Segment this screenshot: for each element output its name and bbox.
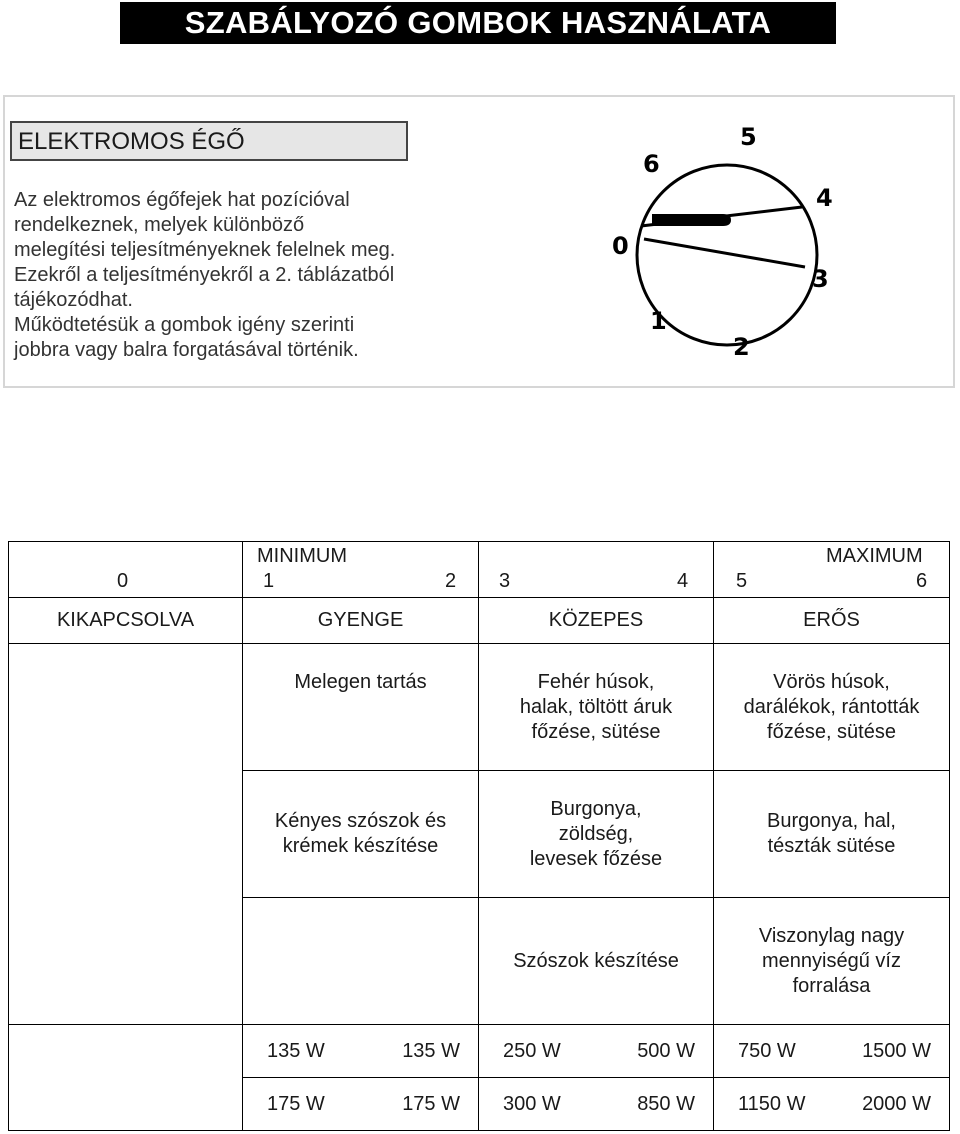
usage-line: főzése, sütése — [767, 720, 896, 743]
off-wattage-cell — [9, 1025, 243, 1131]
wattage-value: 1150 W — [738, 1092, 806, 1115]
wattage-value: 135 W — [267, 1039, 325, 1062]
level-cell-kozepes — [479, 542, 714, 598]
usage-cell — [714, 644, 950, 771]
wattage-cell — [243, 1078, 479, 1131]
level-2: 2 — [445, 570, 457, 592]
wattage-row — [9, 1025, 950, 1078]
usage-line: Viszonylag nagy — [758, 924, 905, 947]
usage-line: Vörös húsok, — [773, 670, 890, 693]
wattage-value: 175 W — [267, 1092, 325, 1115]
usage-cell — [479, 771, 714, 898]
level-cell-gyenge — [243, 542, 479, 598]
section-title: ELEKTROMOS ÉGŐ — [10, 121, 408, 161]
intro-line: Működtetésük a gombok igény szerinti — [14, 314, 355, 336]
intro-line: rendelkeznek, melyek különböző — [14, 214, 305, 236]
dial-position-2: 2 — [733, 333, 750, 361]
dial-position-0: 0 — [612, 232, 629, 260]
level-row — [9, 542, 950, 598]
wattage-value: 750 W — [738, 1039, 796, 1062]
wattage-value: 850 W — [637, 1092, 695, 1115]
off-usage-cell — [9, 644, 243, 1025]
level-1: 1 — [263, 570, 275, 592]
usage-line: forralása — [792, 974, 871, 997]
intro-line: jobbra vagy balra forgatásával történik. — [14, 339, 359, 361]
wattage-value: 250 W — [503, 1039, 561, 1062]
maximum-label: MAXIMUM — [826, 545, 923, 567]
level-6: 6 — [916, 570, 928, 592]
dial-position-1: 1 — [650, 307, 667, 335]
usage-line: zöldség, — [558, 822, 634, 845]
intro-line: melegítési teljesítményeknek felelnek meg. — [14, 239, 396, 261]
usage-line: Burgonya, — [550, 797, 642, 820]
usage-line: Burgonya, hal, — [767, 810, 896, 832]
dial-position-3: 3 — [812, 265, 829, 293]
wattage-cell — [479, 1025, 714, 1078]
dial-position-4: 4 — [816, 184, 833, 212]
control-knob-diagram — [600, 115, 850, 370]
category-eros: ERŐS — [714, 598, 950, 644]
level-5: 5 — [736, 570, 748, 592]
usage-cell-empty — [243, 898, 479, 1025]
minimum-label: MINIMUM — [257, 545, 347, 567]
usage-cell — [714, 771, 950, 898]
usage-line: halak, töltött áruk — [519, 695, 673, 718]
level-0: 0 — [117, 570, 129, 592]
wattage-value: 500 W — [637, 1039, 695, 1062]
usage-line: darálékok, rántották — [743, 695, 920, 718]
category-kozepes: KÖZEPES — [479, 598, 714, 644]
wattage-value: 135 W — [402, 1039, 460, 1062]
wattage-cell — [714, 1025, 950, 1078]
intro-line: Az elektromos égőfejek hat pozícióval — [14, 189, 350, 211]
usage-line: Fehér húsok, — [537, 670, 655, 693]
wattage-value: 175 W — [402, 1092, 460, 1115]
wattage-cell — [714, 1078, 950, 1131]
wattage-cell — [243, 1025, 479, 1078]
intro-line: tájékozódhat. — [14, 289, 133, 311]
usage-row — [9, 644, 950, 771]
intro-text — [14, 188, 454, 363]
usage-line: tészták sütése — [767, 835, 896, 857]
usage-line: Kényes szószok és — [274, 810, 447, 832]
wattage-value: 300 W — [503, 1092, 561, 1115]
usage-line: Szószok készítése — [513, 949, 679, 972]
usage-cell — [243, 771, 479, 898]
category-gyenge: GYENGE — [243, 598, 479, 644]
usage-cell — [479, 644, 714, 771]
intro-line: Ezekről a teljesítményekről a 2. táblázatból — [14, 264, 395, 286]
usage-cell — [479, 898, 714, 1025]
category-off: KIKAPCSOLVA — [9, 598, 243, 644]
knob-lower-line — [644, 239, 805, 267]
level-3: 3 — [499, 570, 511, 592]
usage-line: mennyiségű víz — [762, 949, 901, 972]
usage-line: Melegen tartás — [294, 670, 427, 693]
category-row — [9, 598, 950, 644]
wattage-cell — [479, 1078, 714, 1131]
level-cell-eros — [714, 542, 950, 598]
level-cell-off — [9, 542, 243, 598]
power-settings-table — [8, 541, 950, 1131]
wattage-value: 2000 W — [862, 1092, 931, 1115]
usage-cell — [243, 644, 479, 771]
usage-line: főzése, sütése — [531, 720, 661, 743]
usage-cell — [714, 898, 950, 1025]
dial-position-6: 6 — [643, 150, 660, 178]
wattage-value: 1500 W — [862, 1039, 931, 1062]
usage-line: krémek készítése — [282, 835, 439, 857]
level-4: 4 — [677, 570, 689, 592]
usage-line: levesek főzése — [529, 847, 663, 870]
dial-position-5: 5 — [740, 123, 757, 151]
page-title: SZABÁLYOZÓ GOMBOK HASZNÁLATA — [120, 2, 836, 44]
knob-drawing — [600, 115, 850, 370]
